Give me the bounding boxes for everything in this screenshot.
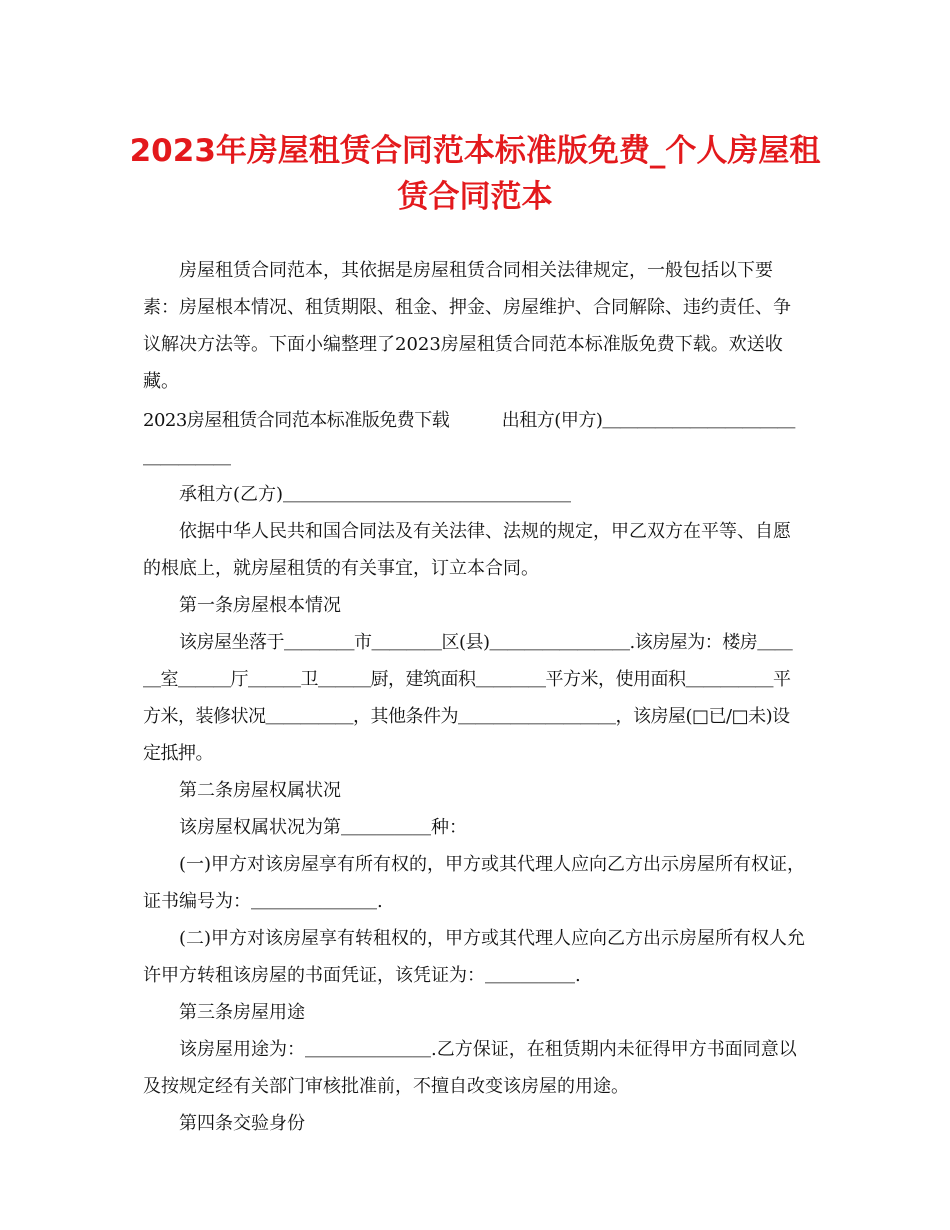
ownership-clause-2: (二)甲方对该房屋享有转租权的，甲方或其代理人应向乙方出示房屋所有权人允许甲方转租该房屋的书面凭证，该凭证为：＿＿＿＿＿.: [143, 928, 806, 986]
article-1-text: 该房屋坐落于＿＿＿＿市＿＿＿＿区(县)＿＿＿＿＿＿＿＿.该房屋为：楼房＿＿＿室＿＿＿厅＿＿＿卫＿＿＿厨，建筑面积＿＿＿＿平方米，使用面积＿＿＿＿＿平方米，装修状况＿＿＿＿＿，其他条件为＿＿＿＿＿＿＿＿＿，该房屋(□已/□未)设定抵押。: [143, 632, 793, 764]
document-body: [143, 252, 807, 1142]
document-title: 2023年房屋租赁合同范本标准版免费_个人房屋租赁合同范本: [129, 133, 821, 215]
legal-basis-paragraph: 依据中华人民共和国合同法及有关法律、法规的规定，甲乙双方在平等、自愿的根底上，就房屋租赁的有关事宜，订立本合同。: [143, 521, 791, 579]
article-1-heading: 第一条房屋根本情况: [179, 595, 341, 616]
ownership-type-line: 该房屋权属状况为第＿＿＿＿＿种：: [179, 817, 467, 838]
intro-paragraph: 房屋租赁合同范本，其依据是房屋租赁合同相关法律规定，一般包括以下要素：房屋根本情况、租赁期限、租金、押金、房屋维护、合同解除、违约责任、争议解决方法等。下面小编整理了2023房屋租赁合同范本标准版免费下载。欢送收藏。: [143, 260, 791, 392]
lessee-line: 承租方(乙方)＿＿＿＿＿＿＿＿＿＿＿＿＿＿＿＿: [179, 484, 572, 505]
article-3-heading: 第三条房屋用途: [179, 1002, 305, 1023]
lessor-line: 2023房屋租赁合同范本标准版免费下载 出租方(甲方)＿＿＿＿＿＿＿＿＿＿＿＿＿＿＿＿: [143, 410, 795, 468]
article-3-text: 该房屋用途为：＿＿＿＿＿＿＿.乙方保证，在租赁期内未征得甲方书面同意以及按规定经有关部门审核批准前，不擅自改变该房屋的用途。: [143, 1039, 797, 1097]
article-4-heading: 第四条交验身份: [179, 1113, 305, 1134]
ownership-clause-1: (一)甲方对该房屋享有所有权的，甲方或其代理人应向乙方出示房屋所有权证，证书编号为：＿＿＿＿＿＿＿.: [143, 854, 806, 912]
article-2-heading: 第二条房屋权属状况: [179, 780, 341, 801]
